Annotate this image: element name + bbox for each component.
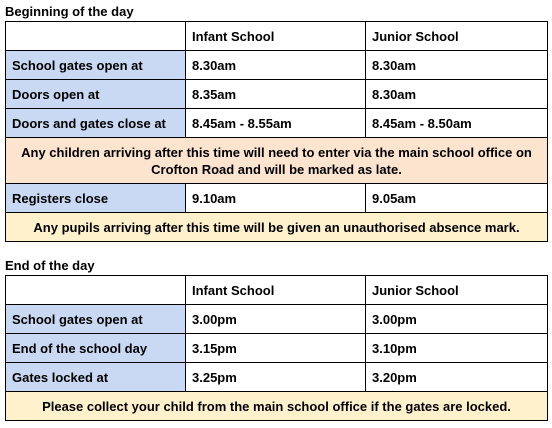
row-label: Doors open at [6,80,186,109]
table-row [6,184,548,213]
row-label: Gates locked at [6,363,186,392]
section-title-beginning: Beginning of the day [5,4,134,19]
infant-time-cell: 9.10am [186,184,366,213]
table-header-row [6,276,548,305]
junior-time-cell: 8.45am - 8.50am [366,109,548,138]
end-of-day-table [5,275,548,421]
header-infant-school: Infant School [186,276,366,305]
infant-time-cell: 8.30am [186,51,366,80]
junior-time-cell: 3.10pm [366,334,548,363]
table-row [6,305,548,334]
absence-mark-note: Any pupils arriving after this time will be given an unauthorised absence mark. [6,213,548,242]
beginning-of-day-table [5,21,548,242]
late-note-row [6,138,548,184]
table-row [6,109,548,138]
table-row [6,51,548,80]
junior-time-cell: 9.05am [366,184,548,213]
late-arrival-note: Any children arriving after this time will need to enter via the main school office on Crofton Road and will be marked as late. [6,138,548,184]
row-label: End of the school day [6,334,186,363]
header-infant-school: Infant School [186,22,366,51]
section-title-end: End of the day [5,258,95,273]
infant-time-cell: 8.45am - 8.55am [186,109,366,138]
table-row [6,80,548,109]
junior-time-cell: 3.20pm [366,363,548,392]
collect-child-note: Please collect your child from the main school office if the gates are locked. [6,392,548,421]
collect-note-row [6,392,548,421]
table-header-row [6,22,548,51]
junior-time-cell: 3.00pm [366,305,548,334]
junior-time-cell: 8.30am [366,51,548,80]
header-corner-cell [6,276,186,305]
row-label: Doors and gates close at [6,109,186,138]
absence-note-row [6,213,548,242]
infant-time-cell: 3.25pm [186,363,366,392]
infant-time-cell: 8.35am [186,80,366,109]
row-label: School gates open at [6,51,186,80]
header-junior-school: Junior School [366,22,548,51]
infant-time-cell: 3.00pm [186,305,366,334]
junior-time-cell: 8.30am [366,80,548,109]
row-label: Registers close [6,184,186,213]
table-row [6,363,548,392]
header-corner-cell [6,22,186,51]
infant-time-cell: 3.15pm [186,334,366,363]
header-junior-school: Junior School [366,276,548,305]
row-label: School gates open at [6,305,186,334]
table-row [6,334,548,363]
